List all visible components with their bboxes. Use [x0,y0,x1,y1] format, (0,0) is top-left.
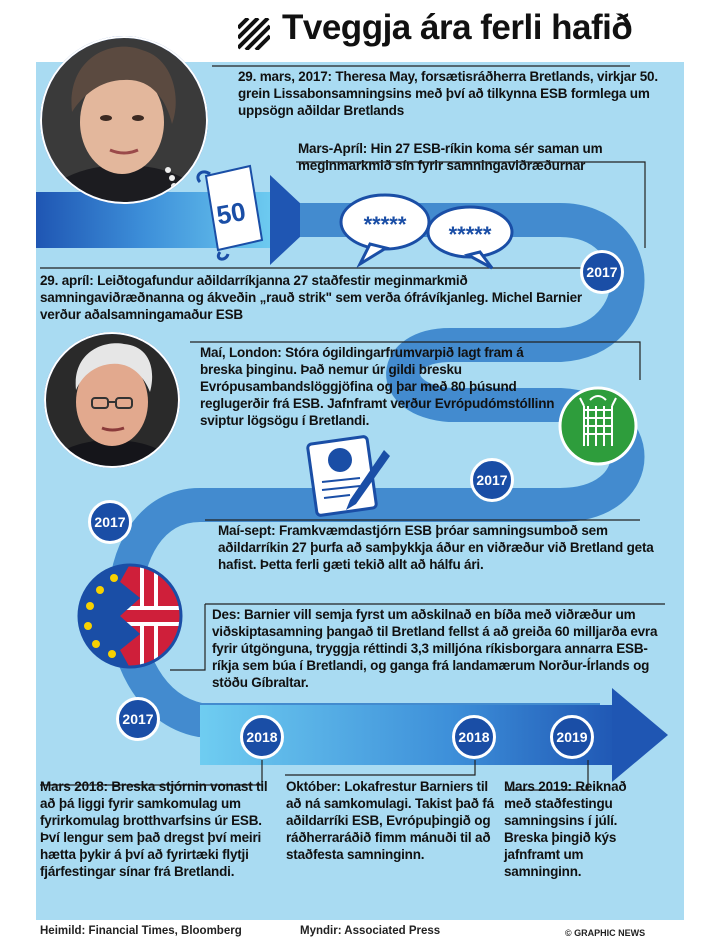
event-text-2017-03-29: 29. mars, 2017: Theresa May, forsætisráðherra Bretlands, virkjar 50. grein Lissabonsamningsins með því að tilkynna ESB formlega um uppsögn aðildar Bretlands [238,69,658,118]
event-text-may-sept: Maí-sept: Framkvæmdastjórn ESB þróar samningsumboð sem aðildarríkin 27 þurfa að samþykkja áður en viðræður við Bretland geta hafist. Þetta ferli gæti tekið allt að hálfu ári. [218,523,654,572]
event-text-may-london: Maí, London: Stóra ógildingarfrumvarpið lagt fram á breska þinginu. Það nemur úr gildi bresku Evrópusambandslöggjöfina og þar með 80 þúsund reglugerðir frá ESB. Jafnframt verður Evrópudómstóllinn sviptur lögsögu í Bretlandi. [200,345,555,428]
footer-source: Heimild: Financial Times, Bloomberg [40,925,242,937]
footer-brand: © GRAPHIC NEWS [565,928,646,938]
eu-uk-flag-icon [78,564,182,668]
bubble-2-stars: ***** [448,222,492,247]
event-text-dec: Des: Barnier vill semja fyrst um aðskilnað en bíða með viðræður um viðskiptasamning þangað til Bretland fellst á að greiða 60 milljarða evra fyrir útgönguna, tryggja réttindi 3,3 milljóna ríkisborgara annarra ESB-ríkja sem búa í Bretlandi, og ganga frá landamærum Norður-Írlands og stöðu Gíbraltar. [212,607,658,690]
year-badge-2017-a: 2017 [580,250,624,294]
event-text-mar-apr: Mars-Apríl: Hin 27 ESB-ríkin koma sér saman um meginmarkmið sín fyrir samningaviðræðurnar [298,141,603,173]
michel-barnier-portrait [40,330,190,496]
year-badge-2017-d: 2017 [116,697,160,741]
signing-document-icon [307,436,390,516]
year-badge-2017-b: 2017 [470,458,514,502]
event-text-apr-29: 29. apríl: Leiðtogafundur aðildarríkjanna 27 staðfestir meginmarkmið samningaviðræðnanna og ákveðin „rauð strik" sem verða ófrávíkjanleg. Michel Barnier verður aðalsamningamaður ESB [40,273,582,322]
year-badge-2017-c: 2017 [88,500,132,544]
page-title: Tveggja ára ferli hafið [282,8,633,47]
year-badge-2018-a: 2018 [240,715,284,759]
article-50-label: 50 [214,195,248,231]
bubble-1-stars: ***** [363,212,407,237]
year-badge-2019: 2019 [550,715,594,759]
parliament-portcullis-icon [560,388,636,464]
event-text-mar-2019: Mars 2019: Reiknað með staðfestingu samningsins í júlí. Breska þingið kýs jafnframt um samninginn. [504,779,627,879]
event-text-mar-2018: Mars 2018: Breska stjórnin vonast til að þá liggi fyrir samkomulag um fyrirkomulag brotthvarfsins úr ESB. Því lengur sem það dregst því meiri hætta þykir á því að fyrirtæki flytji fjárfestingar sínar frá Bretlandi. [40,779,268,879]
event-text-oct: Október: Lokafrestur Barniers til að ná samkomulagi. Takist það fá aðildarríki ESB, Evrópuþingið og ráðherraráðið fimm mánuði til að staðfesta samninginn. [286,779,494,862]
year-badge-2018-b: 2018 [452,715,496,759]
footer-credit: Myndir: Associated Press [300,925,441,937]
